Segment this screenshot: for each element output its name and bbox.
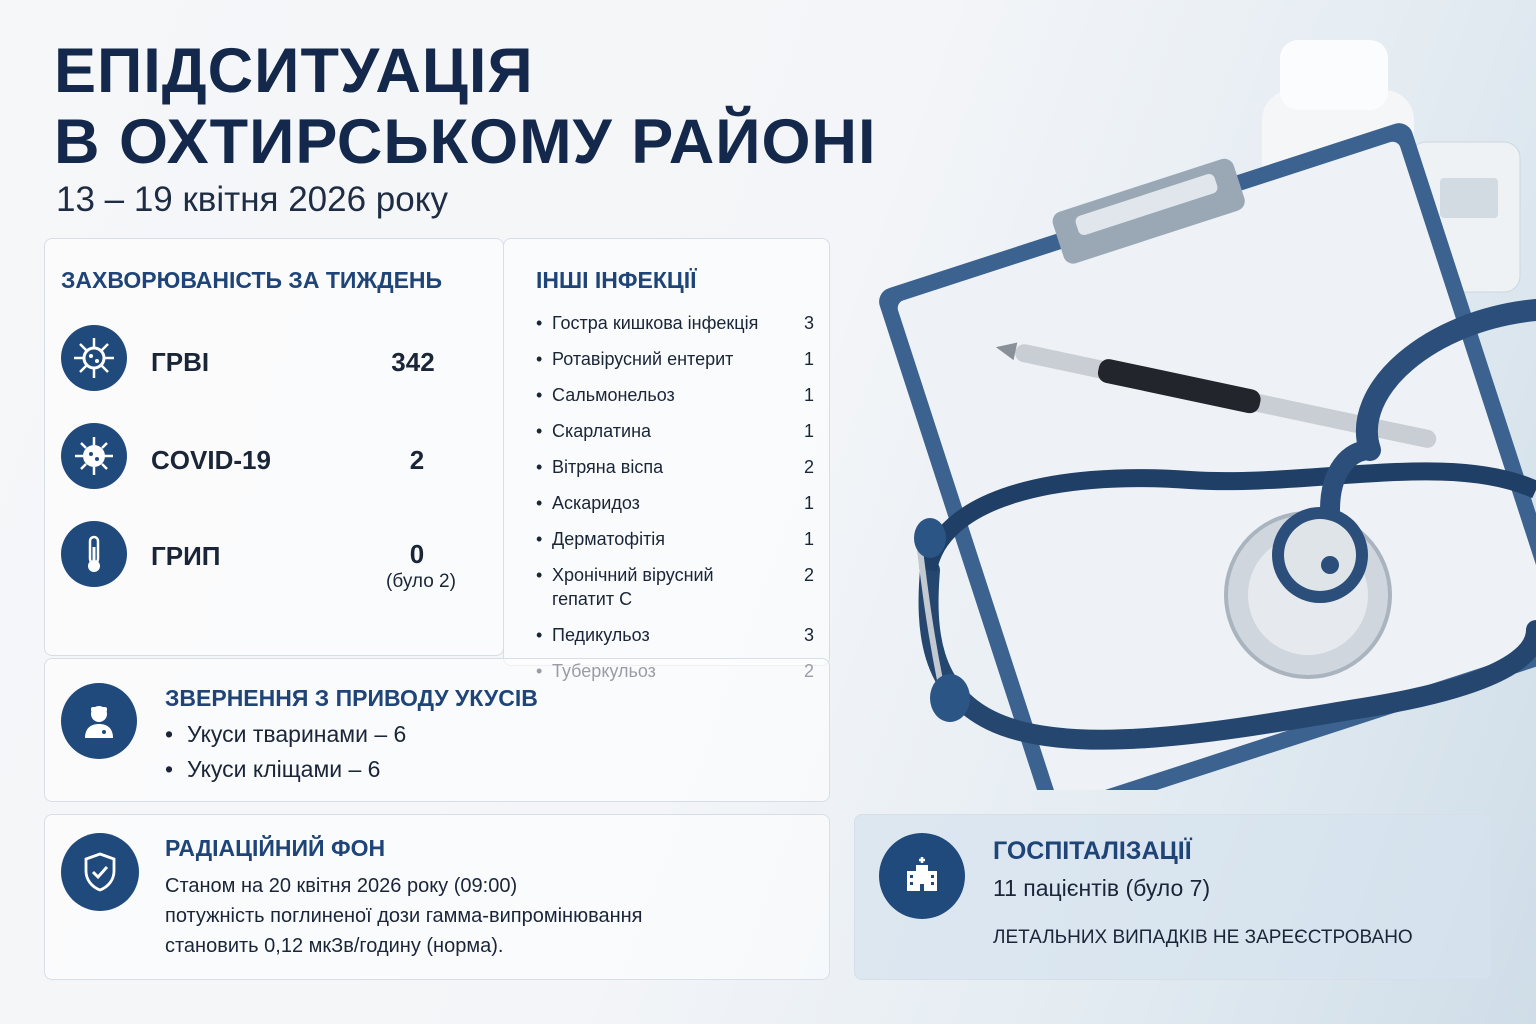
bites-list (165, 717, 406, 787)
weekly-morbidity-card (44, 238, 504, 656)
covid-value: 2 (409, 445, 425, 475)
list-item: • Укуси кліщами – 6 (165, 752, 406, 787)
radiation-line-2: потужність поглиненої дози гамма-випромінювання (165, 905, 643, 927)
virus-icon (61, 325, 127, 391)
radiation-text (165, 871, 643, 961)
date-range: 13 – 19 квітня 2026 року (56, 180, 448, 219)
other-infections-list (536, 311, 814, 695)
other-infections-card (503, 238, 830, 666)
stethoscope-clipboard-illustration (830, 30, 1536, 790)
list-item: • Гостра кишкова інфекція 3 (536, 311, 814, 335)
grvi-label: ГРВІ (151, 347, 210, 377)
list-item: • Вітряна віспа 2 (536, 455, 814, 479)
shield-check-icon (61, 833, 139, 911)
flu-label: ГРИП (151, 541, 221, 571)
hospitalization-title: ГОСПІТАЛІЗАЦІЇ (993, 837, 1192, 865)
list-item: • Ротавірусний ентерит 1 (536, 347, 814, 371)
doctor-icon (61, 683, 137, 759)
hospital-icon (879, 833, 965, 919)
bites-title: ЗВЕРНЕННЯ З ПРИВОДУ УКУСІВ (165, 685, 538, 711)
bites-card (44, 658, 830, 802)
other-infections-title: ІНШІ ІНФЕКЦІЇ (536, 267, 697, 293)
list-item: • Дерматофітія 1 (536, 527, 814, 551)
covid-label: COVID-19 (151, 445, 271, 475)
list-item: • Скарлатина 1 (536, 419, 814, 443)
radiation-card (44, 814, 830, 980)
grvi-value: 342 (391, 347, 435, 377)
coronavirus-icon (61, 423, 127, 489)
list-item: • Аскаридоз 1 (536, 491, 814, 515)
list-item: • Хронічний вірусний гепатит С 2 (536, 563, 814, 611)
radiation-line-1: Станом на 20 квітня 2026 року (09:00) (165, 875, 518, 897)
hospitalization-card (854, 814, 1492, 980)
hospitalization-count: 11 пацієнтів (було 7) (993, 875, 1211, 901)
list-item: • Сальмонельоз 1 (536, 383, 814, 407)
weekly-morbidity-title: ЗАХВОРЮВАНІСТЬ ЗА ТИЖДЕНЬ (61, 267, 443, 293)
thermometer-icon (61, 521, 127, 587)
flu-value: 0 (409, 539, 425, 569)
flu-previous: (було 2) (386, 571, 456, 592)
title-line-1: ЕПІДСИТУАЦІЯ (54, 36, 534, 106)
page-title (54, 36, 877, 178)
radiation-line-3: становить 0,12 мкЗв/годину (норма). (165, 935, 504, 957)
list-item: • Педикульоз 3 (536, 623, 814, 647)
no-deaths-note: ЛЕТАЛЬНИХ ВИПАДКІВ НЕ ЗАРЕЄСТРОВАНО (993, 927, 1413, 948)
list-item: • Укуси тваринами – 6 (165, 717, 406, 752)
radiation-title: РАДІАЦІЙНИЙ ФОН (165, 835, 386, 861)
title-line-2: В ОХТИРСЬКОМУ РАЙОНІ (54, 107, 877, 177)
